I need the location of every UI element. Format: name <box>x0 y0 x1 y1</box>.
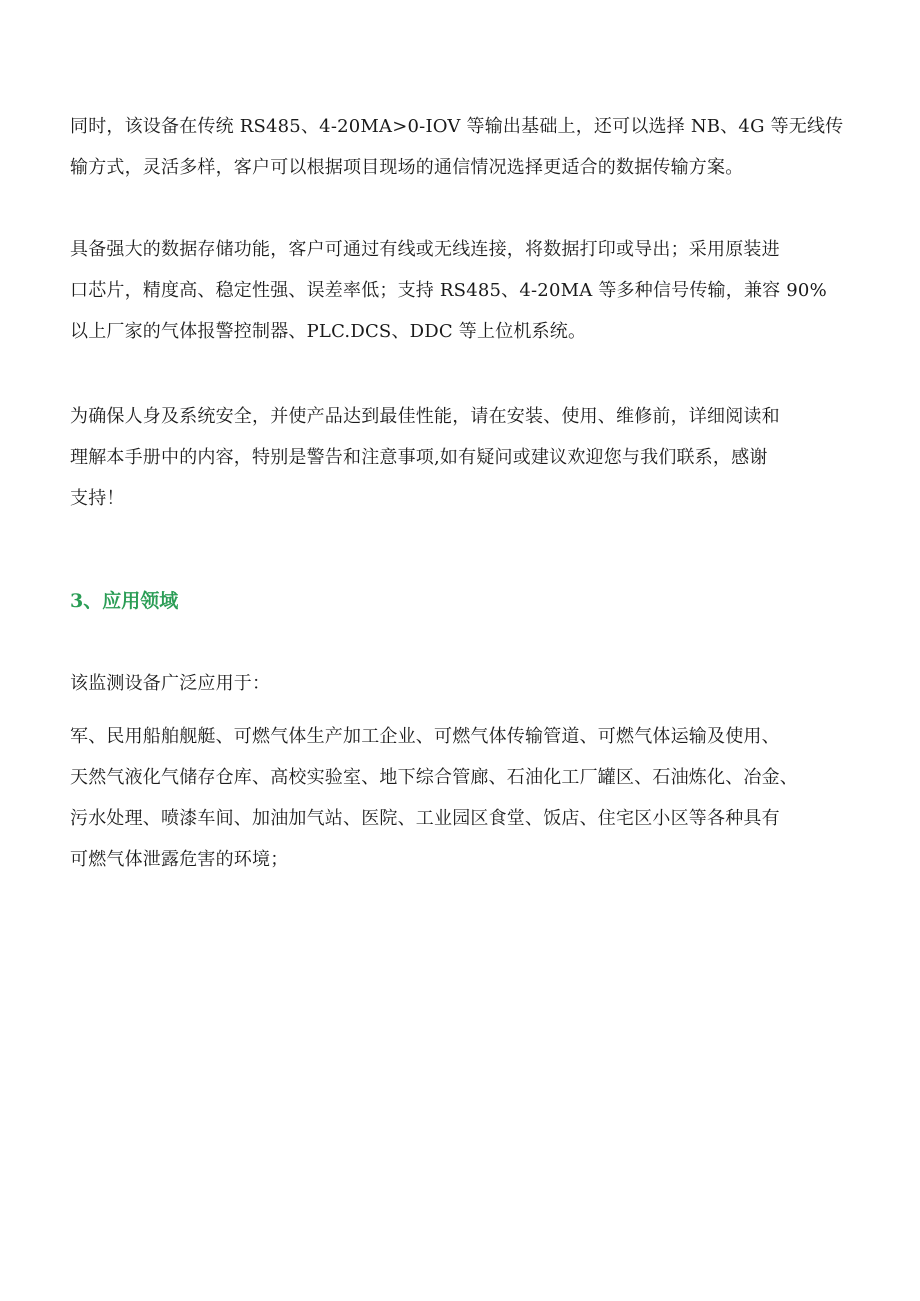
text-line: 口芯片，精度高、稳定性强、误差率低；支持 RS485、4-20MA 等多种信号传输，兼容 90% <box>70 280 827 301</box>
text-line: 污水处理、喷漆车间、加油加气站、医院、工业园区食堂、饭店、住宅区小区等各种具有 <box>70 808 780 829</box>
text-line: 天然气液化气储存仓库、高校实验室、地下综合管廊、石油化工厂罐区、石油炼化、冶金、 <box>70 767 798 788</box>
text-line: 军、民用船舶舰艇、可燃气体生产加工企业、可燃气体传输管道、可燃气体运输及使用、 <box>70 726 780 747</box>
paragraph-data-storage <box>70 229 870 352</box>
text-line: 理解本手册中的内容，特别是警告和注意事项,如有疑问或建议欢迎您与我们联系，感谢 <box>70 447 768 468</box>
section-title: 应用领域 <box>102 590 179 612</box>
text-line: 支持！ <box>70 488 125 509</box>
paragraph-safety-notice <box>70 396 870 519</box>
paragraph-intro <box>70 663 870 704</box>
paragraph-output-options <box>70 106 870 188</box>
section-heading <box>70 583 178 619</box>
text-line: 以上厂家的气体报警控制器、PLC.DCS、DDC 等上位机系统。 <box>70 321 587 342</box>
text-line: 为确保人身及系统安全，并使产品达到最佳性能，请在安装、使用、维修前，详细阅读和 <box>70 406 780 427</box>
text-line: 具备强大的数据存储功能，客户可通过有线或无线连接，将数据打印或导出；采用原装进 <box>70 239 780 260</box>
section-number: 3 <box>70 590 84 612</box>
paragraph-applications <box>70 716 870 880</box>
text-line: 同时，该设备在传统 RS485、4-20MA>0-IOV 等输出基础上，还可以选择 NB、4G 等无线传 <box>70 116 844 137</box>
text-line: 输方式，灵活多样，客户可以根据项目现场的通信情况选择更适合的数据传输方案。 <box>70 157 744 178</box>
section-separator: 、 <box>83 590 103 612</box>
text-line: 可燃气体泄露危害的环境； <box>70 849 289 870</box>
text-line: 该监测设备广泛应用于： <box>70 673 271 694</box>
